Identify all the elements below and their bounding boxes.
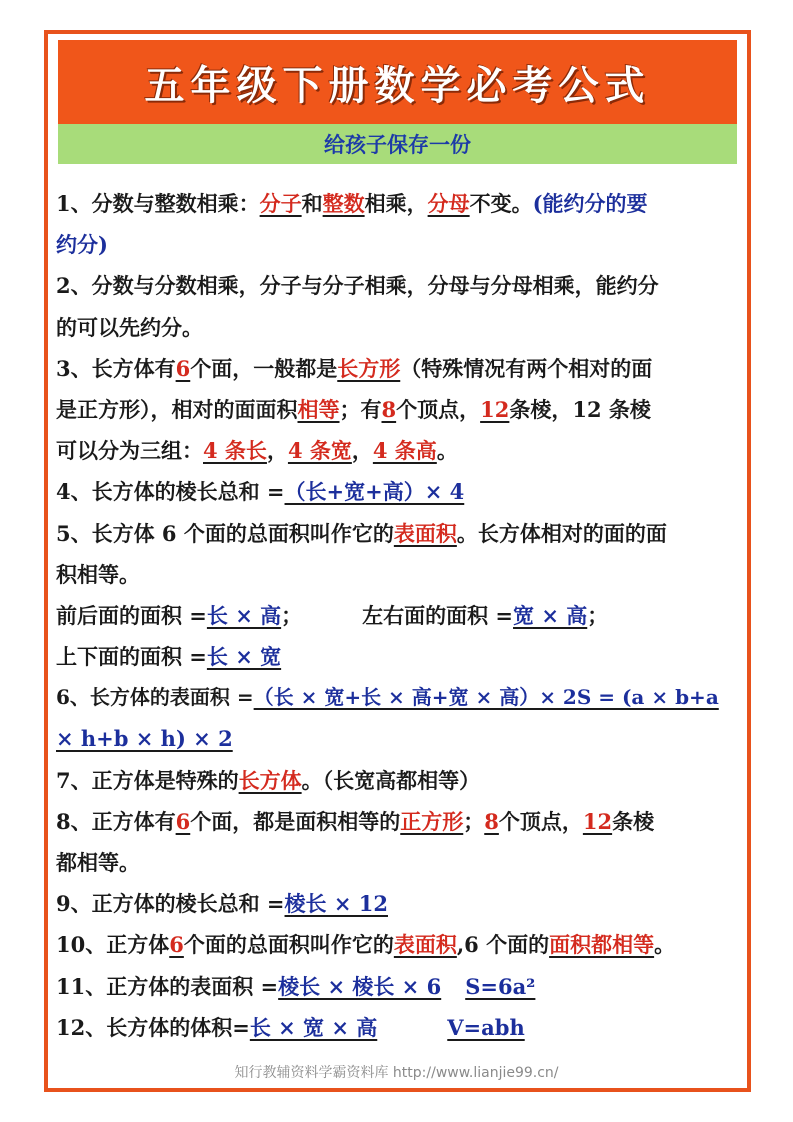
- formula-5-top: 上下面的面积 =长 × 宽: [56, 644, 282, 670]
- formula-list: [56, 183, 740, 1048]
- formula-4: 4、长方体的棱长总和 =（长+宽+高）× 4: [56, 479, 465, 505]
- footer-watermark: 知行教辅资料学霸资料库 http://www.lianjie99.cn/: [234, 1065, 559, 1081]
- formula-8: 8、正方体有6个面，都是面积相等的正方形；8个顶点，12条棱: [56, 808, 655, 834]
- formula-2-cont: 的可以先约分。: [56, 314, 203, 340]
- formula-7: 7、正方体是特殊的长方体。（长宽高都相等）: [56, 767, 481, 793]
- formula-6-cont: × h+b × h) × 2: [56, 726, 233, 752]
- formula-9: 9、正方体的棱长总和 =棱长 × 12: [56, 891, 388, 917]
- formula-8-cont: 都相等。: [56, 850, 140, 875]
- subtitle-banner: [58, 124, 737, 164]
- formula-1-cont: 约分): [56, 232, 108, 258]
- formula-3-cont: 是正方形），相对的面面积相等；有8个顶点，12条棱，12 条棱: [56, 396, 651, 422]
- page-subtitle: 给孩子保存一份: [324, 133, 471, 157]
- formula-12: 12、长方体的体积=长 × 宽 × 高 V=abh: [56, 1014, 525, 1040]
- formula-3: 3、长方体有6个面，一般都是长方形（特殊情况有两个相对的面: [56, 355, 653, 381]
- formula-5-areas: 前后面的面积 =长 × 高； 左右面的面积 =宽 × 高；: [56, 602, 609, 628]
- formula-1: 1、分数与整数相乘：分子和整数相乘，分母不变。(能约分的要: [56, 191, 648, 216]
- title-banner: [58, 40, 737, 124]
- formula-5-cont: 积相等。: [56, 561, 140, 587]
- formula-11: 11、正方体的表面积 =棱长 × 棱长 × 6 S=6a²: [56, 973, 536, 999]
- formula-3-cont2: 可以分为三组：4 条长，4 条宽，4 条高。: [56, 438, 458, 464]
- formula-5: 5、长方体 6 个面的总面积叫作它的表面积。长方体相对的面的面: [56, 520, 667, 546]
- page-title: 五年级下册数学必考公式: [144, 61, 651, 109]
- formula-2: 2、分数与分数相乘，分子与分子相乘，分母与分母相乘，能约分: [56, 273, 659, 299]
- formula-10: 10、正方体6个面的总面积叫作它的表面积,6 个面的面积都相等。: [56, 932, 676, 958]
- formula-6: 6、长方体的表面积 =（长 × 宽+长 × 高+宽 × 高）× 2S = (a × b+a: [56, 685, 719, 710]
